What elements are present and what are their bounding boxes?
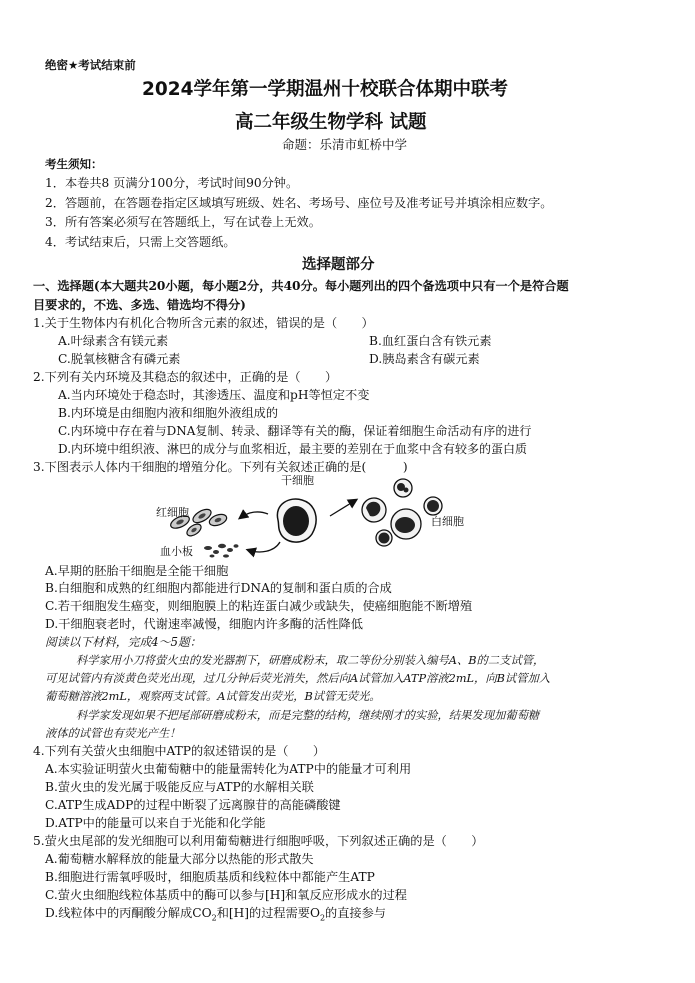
q3-stem: 3.下图表示人体内干细胞的增殖分化。下列有关叙述正确的是( ) <box>33 460 408 474</box>
q5-option-c: C.萤火虫细胞线粒体基质中的酶可以参与[H]和氧反应形成水的过程 <box>45 888 407 902</box>
q1-option-d: D.胰岛素含有碳元素 <box>369 352 480 366</box>
q1-option-a: A.叶绿素含有镁元素 <box>58 334 169 348</box>
exam-title: 2024学年第一学期温州十校联合体期中联考 <box>142 79 508 100</box>
q3-figure <box>150 470 520 560</box>
arrow-to-red-cells <box>240 512 268 518</box>
arrow-to-platelets <box>248 542 280 552</box>
q1-stem: 1.关于生物体内有机化合物所含元素的叙述，错误的是（ ） <box>33 316 374 330</box>
stem-cell-icon <box>277 499 316 542</box>
notice-item-4: 4．考试结束后，只需上交答题纸。 <box>45 235 236 249</box>
q5-option-b: B.细胞进行需氧呼吸时，细胞质基质和线粒体中都能产生ATP <box>45 870 375 884</box>
cell-diagram <box>150 470 520 560</box>
reading-p2-line2: 液体的试管也有荧光产生！ <box>45 727 181 740</box>
q2-option-c: C.内环境中存在着与DNA复制、转录、翻译等有关的酶，保证着细胞生命活动有序的进行 <box>58 424 532 438</box>
part1-instructions-line1: 一、选择题(本大题共20小题，每小题2分，共40分。每小题列出的四个备选项中只有一个是符合题 <box>33 279 569 293</box>
notice-item-2: 2．答题前，在答题卷指定区域填写班级、姓名、考场号、座位号及准考证号并填涂相应数字。 <box>45 196 553 210</box>
q4-stem: 4.下列有关萤火虫细胞中ATP的叙述错误的是（ ） <box>33 744 326 758</box>
platelets-icon <box>204 544 239 558</box>
q4-option-d: D.ATP中的能量可以来自于光能和化学能 <box>45 816 266 830</box>
white-blood-cells-icon <box>362 479 442 546</box>
q5-stem: 5.萤火虫尾部的发光细胞可以利用葡萄糖进行细胞呼吸，下列叙述正确的是（ ） <box>33 834 484 848</box>
reading-p1-line3: 葡萄糖溶液2mL，观察两支试管。A试管发出荧光，B试管无荧光。 <box>45 690 381 703</box>
subscript-2b: 2 <box>319 913 326 923</box>
q1-option-b: B.血红蛋白含有铁元素 <box>369 334 492 348</box>
label-stem-cell: 干细胞 <box>281 474 314 487</box>
q2-stem: 2.下列有关内环境及其稳态的叙述中，正确的是（ ） <box>33 370 338 384</box>
q3-option-d: D.干细胞衰老时，代谢速率减慢，细胞内许多酶的活性降低 <box>45 617 363 631</box>
q4-option-a: A.本实验证明萤火虫葡萄糖中的能量需转化为ATP中的能量才可利用 <box>45 762 412 776</box>
author-line: 命题：乐清市虹桥中学 <box>282 137 408 152</box>
q5-option-d-text-3: 的直接参与 <box>325 906 386 920</box>
q1-option-c: C.脱氧核糖含有磷元素 <box>58 352 181 366</box>
q3-option-a: A.早期的胚胎干细胞是全能干细胞 <box>45 564 229 578</box>
q2-option-b: B.内环境是由细胞内液和细胞外液组成的 <box>58 406 279 420</box>
q2-option-d: D.内环境中组织液、淋巴的成分与血浆相近，最主要的差别在于血浆中含有较多的蛋白质 <box>58 442 528 456</box>
q5-option-d <box>45 905 386 926</box>
exam-subtitle: 高二年级生物学科 试题 <box>235 112 427 133</box>
reading-p1-line2: 可见试管内有淡黄色荧光出现，过几分钟后荧光消失，然后向A试管加入ATP溶液2mL，向B试管加入 <box>45 672 551 685</box>
q2-option-a: A.当内环境处于稳态时，其渗透压、温度和pH等恒定不变 <box>58 388 370 402</box>
reading-intro: 阅读以下材料，完成4～5题： <box>45 635 202 649</box>
label-red-cell: 红细胞 <box>156 506 189 519</box>
q5-option-a: A.葡萄糖水解释放的能量大部分以热能的形式散失 <box>45 852 314 866</box>
notice-heading: 考生须知： <box>45 157 103 171</box>
part1-instructions-line2: 目要求的，不选、多选、错选均不得分) <box>33 298 246 312</box>
section-title: 选择题部分 <box>302 257 375 273</box>
subscript-2: 2 <box>211 913 217 923</box>
q4-option-b: B.萤火虫的发光属于吸能反应与ATP的水解相关联 <box>45 780 314 794</box>
secret-label: 绝密★考试结束前 <box>45 58 136 72</box>
notice-item-1: 1．本卷共8 页满分100分，考试时间90分钟。 <box>45 176 299 190</box>
q4-option-c: C.ATP生成ADP的过程中断裂了远离腺苷的高能磷酸键 <box>45 798 341 812</box>
arrow-to-white-cells <box>330 500 356 516</box>
label-white-cell: 白细胞 <box>431 515 464 528</box>
reading-p2-line1: 科学家发现如果不把尾部研磨成粉末，而是完整的结构，继续刚才的实验，结果发现加葡萄糖 <box>76 709 540 722</box>
q5-option-d-text-1: D.线粒体中的丙酮酸分解成CO <box>45 906 212 920</box>
q3-option-c: C.若干细胞发生癌变，则细胞膜上的粘连蛋白减少或缺失，使癌细胞能不断增殖 <box>45 599 473 613</box>
label-platelet: 血小板 <box>160 545 193 558</box>
q5-option-d-text-2: 和[H]的过程需要O <box>216 906 320 920</box>
q3-option-b: B.白细胞和成熟的红细胞内都能进行DNA的复制和蛋白质的合成 <box>45 581 392 595</box>
reading-p1-line1: 科学家用小刀将萤火虫的发光器割下，研磨成粉末，取二等份分别装入编号A、B的二支试管， <box>76 654 545 667</box>
notice-item-3: 3．所有答案必须写在答题纸上，写在试卷上无效。 <box>45 215 321 229</box>
